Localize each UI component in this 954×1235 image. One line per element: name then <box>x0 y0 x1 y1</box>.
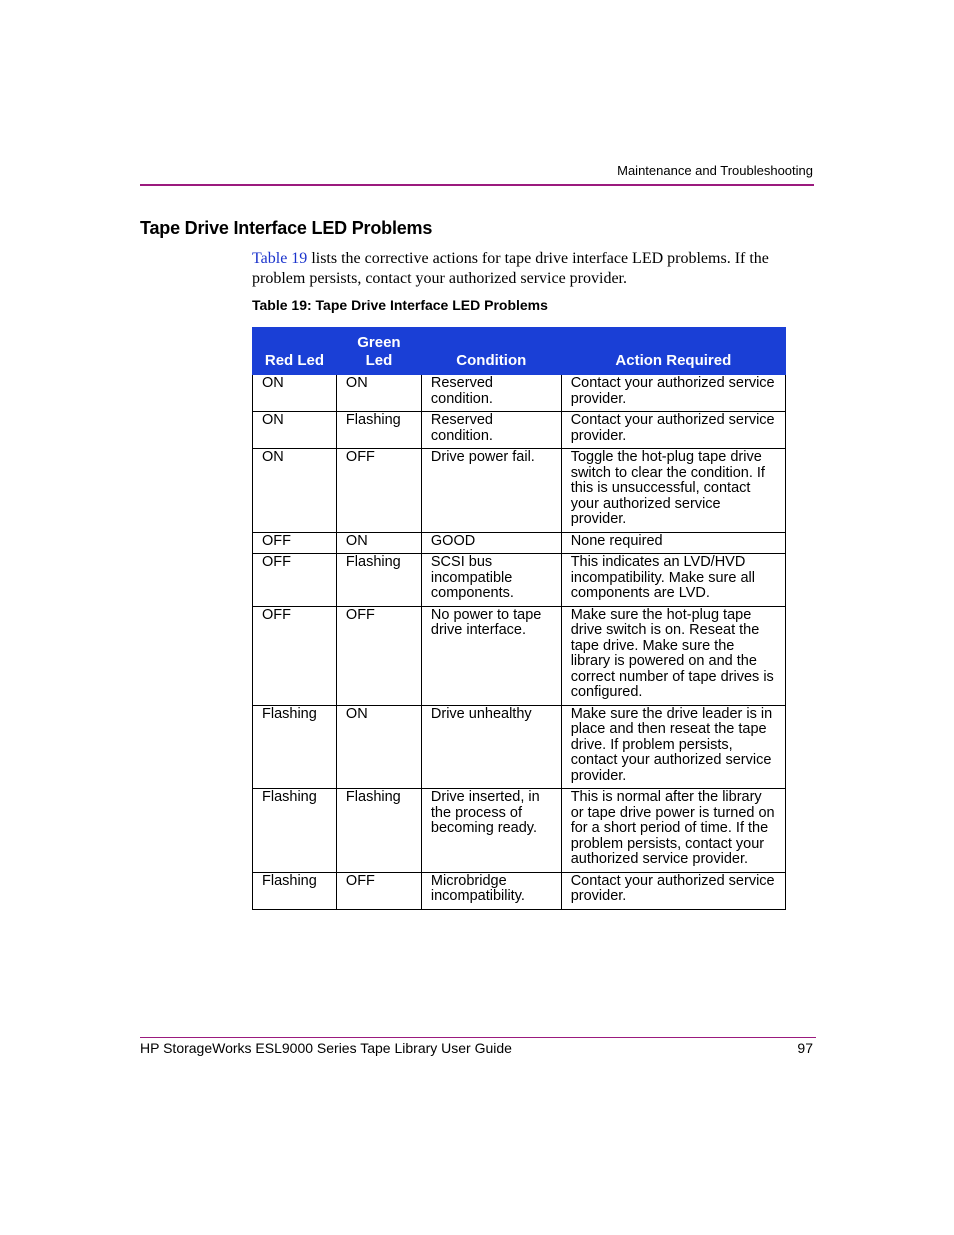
intro-paragraph <box>252 249 812 289</box>
header-red-led: Red Led <box>253 328 337 375</box>
table-row <box>253 705 786 789</box>
cell-action-required: Make sure the hot-plug tape drive switch is on. Reseat the tape drive. Make sure the library is powered on and the correct number of tape drives is configured. <box>561 606 785 705</box>
intro-text: lists the corrective actions for tape drive interface LED problems. If the problem persists, contact your authorized service provider. <box>252 250 769 287</box>
running-header: Maintenance and Troubleshooting <box>617 163 813 178</box>
cell-green-led: OFF <box>336 872 421 909</box>
cell-green-led: Flashing <box>336 789 421 873</box>
cell-red-led: ON <box>253 449 337 533</box>
cell-action-required: Contact your authorized service provider. <box>561 872 785 909</box>
table-body <box>253 375 786 910</box>
cell-green-led: OFF <box>336 449 421 533</box>
cell-condition: Drive power fail. <box>421 449 561 533</box>
table-row <box>253 789 786 873</box>
cell-red-led: OFF <box>253 532 337 554</box>
header-rule <box>140 184 814 186</box>
cell-red-led: Flashing <box>253 789 337 873</box>
cell-green-led: Flashing <box>336 412 421 449</box>
cell-condition: Reserved condition. <box>421 412 561 449</box>
cell-condition: No power to tape drive interface. <box>421 606 561 705</box>
cell-condition: Reserved condition. <box>421 375 561 412</box>
table-row <box>253 375 786 412</box>
table-row <box>253 554 786 607</box>
cell-red-led: ON <box>253 375 337 412</box>
footer-title: HP StorageWorks ESL9000 Series Tape Library User Guide <box>140 1040 512 1056</box>
table-row <box>253 449 786 533</box>
cell-action-required: This is normal after the library or tape drive power is turned on for a short period of time. If the problem persists, contact your authorized service provider. <box>561 789 785 873</box>
page-number: 97 <box>797 1040 813 1056</box>
table-header-row <box>253 328 786 375</box>
table-caption: Table 19: Tape Drive Interface LED Problems <box>252 297 548 313</box>
cell-red-led: ON <box>253 412 337 449</box>
table-row <box>253 872 786 909</box>
footer-rule <box>140 1037 816 1038</box>
cell-condition: GOOD <box>421 532 561 554</box>
cell-action-required: Make sure the drive leader is in place and then reseat the tape drive. If problem persists, contact your authorized service provider. <box>561 705 785 789</box>
header-action-required: Action Required <box>561 328 785 375</box>
table-row <box>253 412 786 449</box>
cell-red-led: OFF <box>253 606 337 705</box>
header-green-led: Green Led <box>336 328 421 375</box>
cell-action-required: This indicates an LVD/HVD incompatibility. Make sure all components are LVD. <box>561 554 785 607</box>
table-row <box>253 606 786 705</box>
cell-condition: Drive unhealthy <box>421 705 561 789</box>
cell-green-led: ON <box>336 532 421 554</box>
cell-action-required: Contact your authorized service provider. <box>561 375 785 412</box>
cell-action-required: None required <box>561 532 785 554</box>
cell-green-led: ON <box>336 705 421 789</box>
cell-condition: SCSI bus incompatible components. <box>421 554 561 607</box>
table-xref-link[interactable]: Table 19 <box>252 250 308 267</box>
cell-condition: Microbridge incompatibility. <box>421 872 561 909</box>
cell-action-required: Toggle the hot-plug tape drive switch to clear the condition. If this is unsuccessful, contact your authorized service provider. <box>561 449 785 533</box>
table-row <box>253 532 786 554</box>
cell-red-led: Flashing <box>253 705 337 789</box>
cell-red-led: OFF <box>253 554 337 607</box>
cell-green-led: OFF <box>336 606 421 705</box>
cell-action-required: Contact your authorized service provider. <box>561 412 785 449</box>
led-problems-table <box>252 327 786 910</box>
section-title: Tape Drive Interface LED Problems <box>140 218 433 238</box>
cell-green-led: ON <box>336 375 421 412</box>
cell-condition: Drive inserted, in the process of becoming ready. <box>421 789 561 873</box>
header-condition: Condition <box>421 328 561 375</box>
cell-red-led: Flashing <box>253 872 337 909</box>
cell-green-led: Flashing <box>336 554 421 607</box>
